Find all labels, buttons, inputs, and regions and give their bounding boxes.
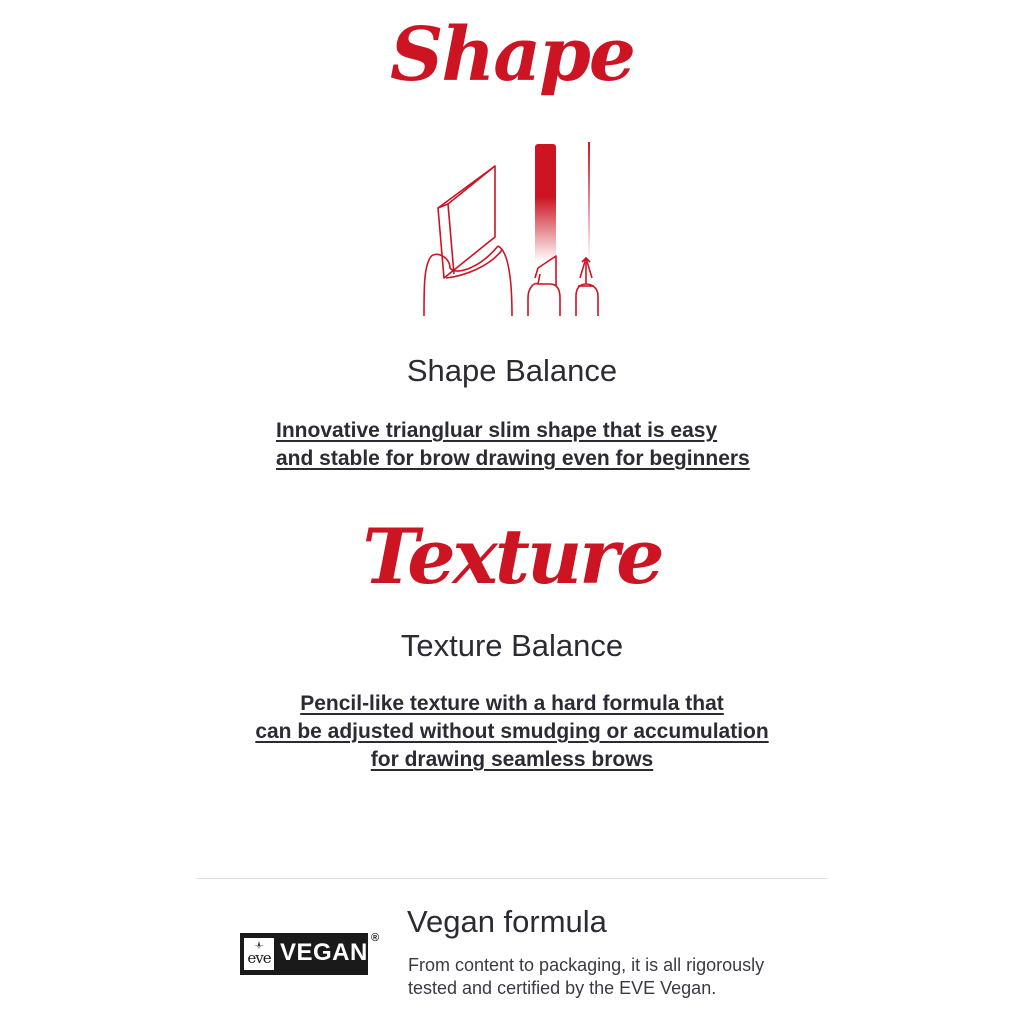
texture-subtitle: Texture Balance — [400, 628, 624, 663]
shape-description-line: and stable for brow drawing even for beginners — [276, 447, 750, 470]
vegan-description-line: From content to packaging, it is all rigorously — [408, 955, 765, 975]
vegan-description-line: tested and certified by the EVE Vegan. — [408, 978, 717, 998]
texture-description-line: Pencil-like texture with a hard formula that — [300, 692, 724, 715]
texture-heading: Texture — [362, 512, 662, 601]
shape-description — [0, 417, 1024, 473]
shape-heading: Shape — [389, 12, 634, 98]
texture-description-line: can be adjusted without smudging or accumulation — [255, 720, 769, 743]
vegan-flower-icon — [254, 941, 264, 949]
eve-logo-text: eve — [247, 949, 271, 967]
shape-description-line: Innovative triangluar slim shape that is easy — [276, 419, 718, 442]
section-divider — [197, 878, 827, 879]
texture-description — [0, 690, 1024, 774]
vegan-description — [408, 954, 828, 1000]
shape-subtitle: Shape Balance — [406, 353, 618, 388]
vegan-logo-text: VEGAN — [280, 939, 368, 966]
registered-mark: ® — [371, 932, 380, 944]
vegan-title: Vegan formula — [407, 904, 607, 939]
brow-pencil-illustration-icon — [410, 138, 610, 320]
texture-description-line: for drawing seamless brows — [370, 748, 654, 771]
eve-logo-box — [244, 938, 274, 970]
eve-vegan-logo — [240, 933, 368, 975]
